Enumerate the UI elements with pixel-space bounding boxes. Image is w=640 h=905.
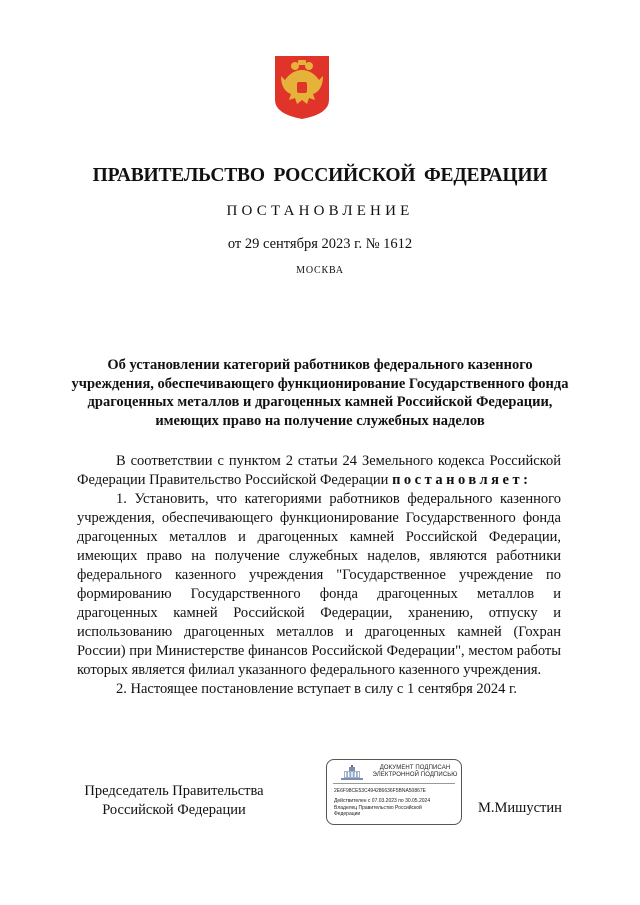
government-title: ПРАВИТЕЛЬСТВО РОССИЙСКОЙ ФЕДЕРАЦИИ: [92, 165, 548, 186]
stamp-owner-line1: Владелец Правительство Российской: [334, 805, 422, 811]
signatory-position-line1: Председатель Правительства: [84, 783, 264, 799]
stamp-divider: [333, 783, 455, 784]
coat-of-arms-icon: [275, 56, 329, 119]
stamp-title-line2: ЭЛЕКТРОННОЙ ПОДПИСЬЮ: [372, 772, 458, 778]
preamble-paragraph: [77, 452, 561, 490]
government-building-icon: [339, 765, 365, 781]
electronic-signature-stamp: [326, 759, 462, 825]
signatory-position: [78, 782, 270, 820]
item-2-paragraph: 2. Настоящее постановление вступает в силу с 1 сентября 2024 г.: [116, 681, 517, 697]
stamp-validity: Действителен с 07.03.2023 по 30.05.2024: [334, 798, 431, 804]
signatory-name: М.Мишустин: [478, 800, 562, 816]
preamble-text: В соответствии с пунктом 2 статьи 24 Земельного кодекса Российской Федерации Правительство Российской Федерации: [77, 453, 561, 488]
document-date-number: от 29 сентября 2023 г. № 1612: [227, 236, 413, 252]
item-1-paragraph: 1. Установить, что категориями работников федерального казенного учреждения, обеспечивающего функционирование Государственного фонда драгоценных металлов и драгоценных камней Российской Федерации, имеющих право на получение служебных наделов, являются работники федерального казенного учреждения "Государственное учреждение по формированию Государственного фонда драгоценных металлов и драгоценных камней Российской Федерации, хранению, отпуску и использованию драгоценных металлов и драгоценных камней (Гохран России) при Министерстве финансов Российской Федерации", местом работы которых является филиал указанного федерального казенного учреждения.: [77, 491, 561, 678]
document-subject: Об установлении категорий работников федерального казенного учреждения, обеспечивающего функционирование Государственного фонда драгоценных металлов и драгоценных камней Российской Федерации, имеющих право на получение служебных наделов: [71, 357, 569, 429]
document-body: [77, 452, 561, 699]
stamp-certificate: 2E6F98CE53C494286636F5BNA50867E: [334, 788, 427, 794]
document-type: ПОСТАНОВЛЕНИЕ: [226, 203, 414, 219]
signatory-position-line2: Российской Федерации: [102, 802, 246, 818]
stamp-title-line1: ДОКУМЕНТ ПОДПИСАН: [379, 765, 451, 771]
stamp-owner-line2: Федерации: [334, 811, 361, 817]
document-city: МОСКВА: [296, 265, 344, 276]
stamp-title: [371, 765, 459, 779]
decree-word: постановляет:: [392, 472, 532, 488]
